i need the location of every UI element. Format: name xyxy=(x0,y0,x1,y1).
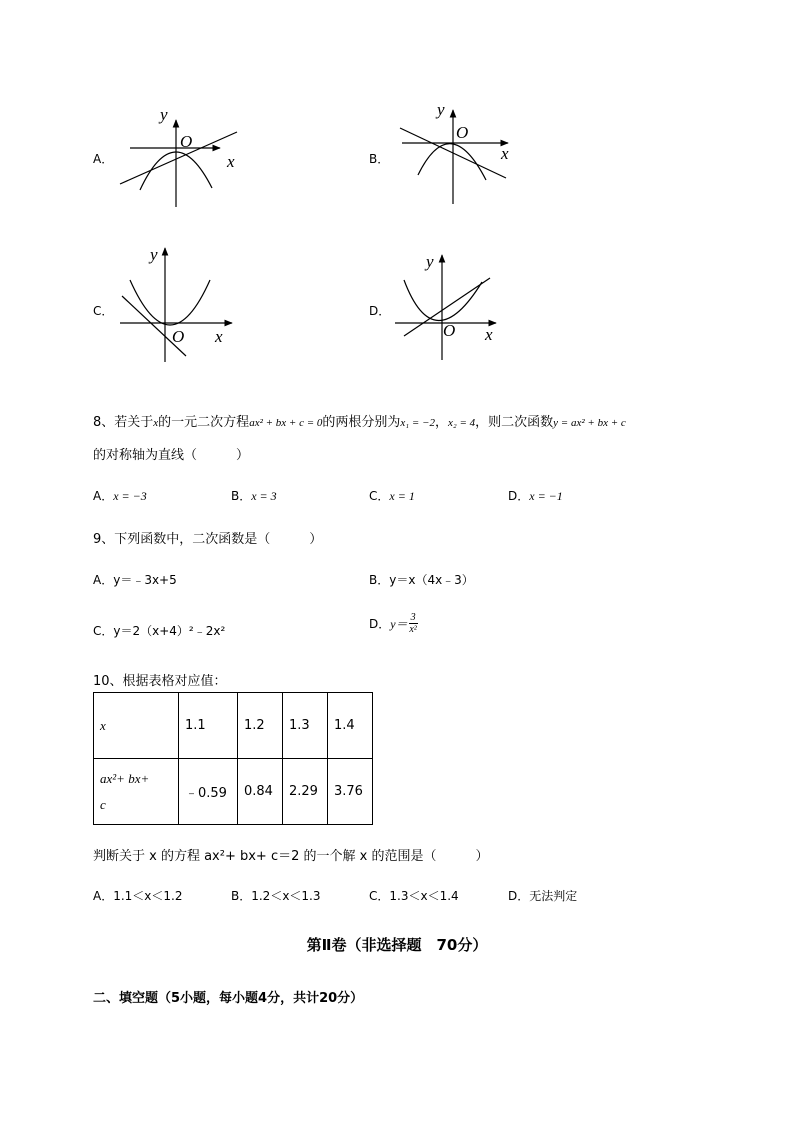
option-a-graph xyxy=(110,100,270,220)
y-label: y xyxy=(150,245,158,264)
table-cell: 1.4 xyxy=(328,693,373,759)
table-cell: ﹣0.59 xyxy=(179,759,238,825)
q8-option-a: A．x = −3 xyxy=(93,489,147,503)
q10-question: 判断关于 x 的方程 ax²+ bx+ c＝2 的一个解 x 的范围是（ ） xyxy=(93,849,489,864)
line xyxy=(122,296,186,356)
q8-mid3: ，则二次函数 xyxy=(475,415,554,430)
table-row xyxy=(94,693,373,759)
table-cell: ax²+ bx+ c xyxy=(94,759,179,825)
option-a-label: A． xyxy=(93,152,114,166)
table-cell: x xyxy=(94,693,179,759)
q8-option-c: C．x = 1 xyxy=(369,489,415,503)
q10-stem: 10、根据表格对应值： xyxy=(93,674,227,689)
x-label: x xyxy=(485,325,493,344)
table-cell: 0.84 xyxy=(238,759,283,825)
q9-option-a: A．y＝﹣3x+5 xyxy=(93,573,177,587)
q8-root2: x₂ = 4 xyxy=(448,417,476,429)
q8-function: y = ax² + bx + c xyxy=(553,417,626,429)
q8-mid1: 的一元二次方程 xyxy=(158,415,250,430)
q8-var-x: x xyxy=(153,417,159,429)
q10-value-table xyxy=(93,692,373,825)
q10-option-a: A．1.1＜x＜1.2 xyxy=(93,889,183,903)
q8-mid2: 的两根分别为 xyxy=(322,415,401,430)
q10-option-d: D．无法判定 xyxy=(508,889,578,903)
table-cell: 1.3 xyxy=(283,693,328,759)
x-label: x xyxy=(501,144,509,163)
origin-label: O xyxy=(456,123,469,142)
section-heading: 二、填空题（5小题，每小题4分，共计20分） xyxy=(93,991,364,1006)
table-cell: 3.76 xyxy=(328,759,373,825)
q8-equation: ax² + bx + c = 0 xyxy=(249,417,323,429)
q8-stem-line1 xyxy=(93,411,626,430)
q8-stem-line2: 的对称轴为直线（ ） xyxy=(93,448,250,463)
q9-option-b: B．y＝x（4x﹣3） xyxy=(369,573,474,587)
q8-option-b: B．x = 3 xyxy=(231,489,277,503)
option-d-label: D． xyxy=(369,304,391,318)
origin-label: O xyxy=(443,321,456,340)
table-row xyxy=(94,759,373,825)
table-cell: 1.1 xyxy=(179,693,238,759)
table-cell: 1.2 xyxy=(238,693,283,759)
y-label: y xyxy=(160,105,168,124)
option-d-graph xyxy=(390,240,550,370)
q8-root1: x₁ = −2 xyxy=(400,417,435,429)
q8-option-d: D．x = −1 xyxy=(508,489,563,503)
table-cell: 2.29 xyxy=(283,759,328,825)
origin-label: O xyxy=(180,132,193,151)
parabola xyxy=(404,280,482,321)
origin-label: O xyxy=(172,327,185,346)
x-label: x xyxy=(227,152,235,171)
q9-option-d: D． y＝ 3 x² xyxy=(369,612,417,635)
q10-option-c: C．1.3＜x＜1.4 xyxy=(369,889,459,903)
option-c-graph xyxy=(110,240,270,370)
q9-stem: 9、下列函数中，二次函数是（ ） xyxy=(93,532,323,547)
q8-prefix: 8、若关于 xyxy=(93,415,154,430)
part2-title: 第Ⅱ卷（非选择题 70分） xyxy=(306,936,488,954)
q8-sep: ， xyxy=(434,415,448,430)
option-b-graph xyxy=(390,100,550,220)
q9-fraction: 3 x² xyxy=(409,612,417,635)
parabola xyxy=(418,144,486,180)
y-label: y xyxy=(437,100,445,119)
q9-option-c: C．y＝2（x+4）²﹣2x² xyxy=(93,624,226,638)
y-label: y xyxy=(426,252,434,271)
option-c-label: C． xyxy=(93,304,114,318)
x-label: x xyxy=(215,327,223,346)
line xyxy=(120,132,237,184)
q10-option-b: B．1.2＜x＜1.3 xyxy=(231,889,321,903)
parabola xyxy=(130,280,210,325)
option-b-label: B． xyxy=(369,152,390,166)
